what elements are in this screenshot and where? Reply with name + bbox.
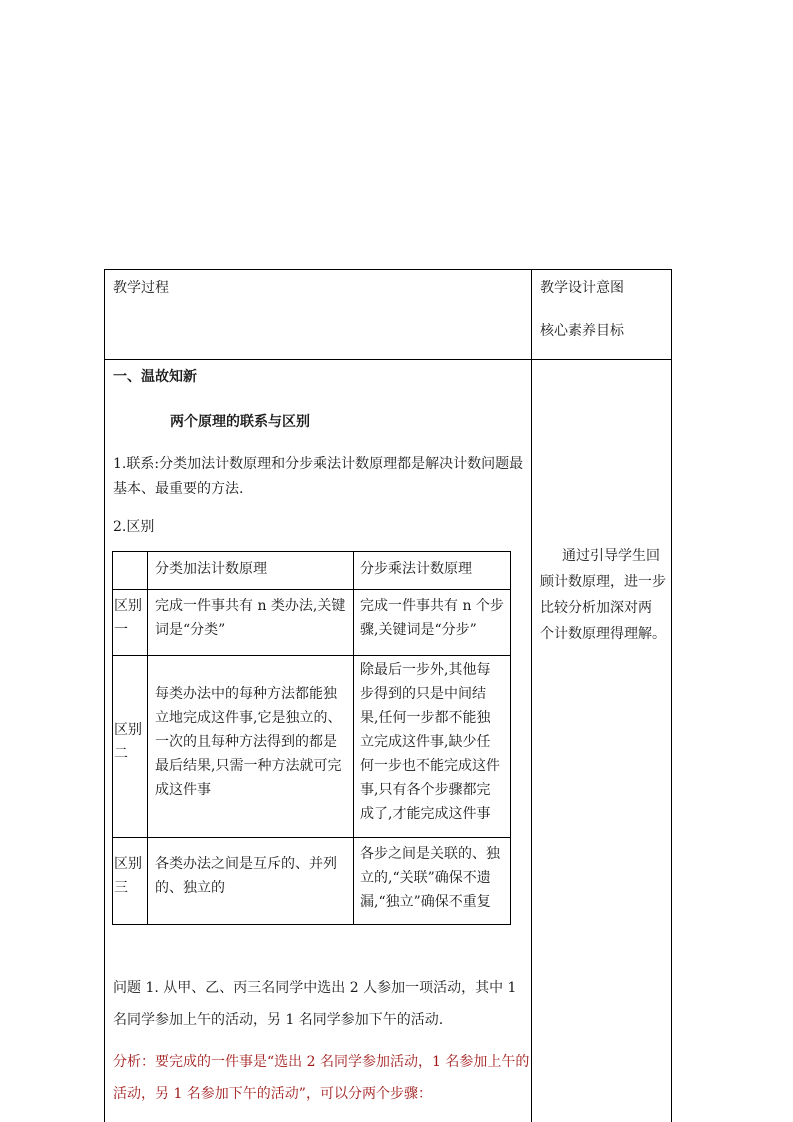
row1-multiplicative: 完成一件事共有 n 个步 骤,关键词是“分步” — [360, 598, 504, 638]
table-hline-3 — [112, 837, 511, 838]
table-col2-header: 分步乘法计数原理 — [360, 561, 472, 577]
row3-additive: 各类办法之间是互斥的、并列 的、独立的 — [155, 856, 337, 896]
header-teaching-process: 教学过程 — [113, 280, 169, 296]
analysis-line1: 分析：要完成的一件事是“选出 2 名同学参加活动，1 名参加上午的 — [113, 1054, 530, 1070]
point1-line1: 1.联系:分类加法计数原理和分步乘法计数原理都是解决计数问题最 — [113, 456, 524, 472]
header-row-divider — [104, 359, 672, 360]
section-subtitle: 两个原理的联系与区别 — [170, 414, 310, 430]
point2-label: 2.区别 — [113, 519, 155, 535]
section-title: 一、温故知新 — [113, 369, 197, 385]
row2-multiplicative: 除最后一步外,其他每 步得到的只是中间结 果,任何一步都不能独 立完成这件事,缺少任 何一步也不能完成这件 事,只有各个步骤都完 成了,才能完成这件事 — [360, 662, 500, 822]
table-hline-1 — [112, 589, 511, 590]
design-intent-text: 通过引导学生回 顾计数原理，进一步 比较分析加深对两 个计数原理得理解。 — [540, 548, 666, 642]
column-divider — [531, 269, 532, 1122]
row1-additive: 完成一件事共有 n 类办法,关键 词是“分类” — [155, 598, 346, 638]
row3-label: 区别 三 — [114, 856, 142, 896]
header-core-literacy: 核心素养目标 — [540, 323, 624, 339]
analysis-line2: 活动，另 1 名参加下午的活动”，可以分两个步骤： — [113, 1086, 432, 1102]
row2-additive: 每类办法中的每种方法都能独 立地完成这件事,它是独立的、 一次的且每种方法得到的都是 最后结果,只需一种方法就可完 成这件事 — [155, 686, 342, 798]
table-col1-header: 分类加法计数原理 — [155, 561, 267, 577]
problem-line2: 名同学参加上午的活动，另 1 名同学参加下午的活动. — [113, 1012, 444, 1028]
table-vline-1 — [147, 551, 148, 925]
table-hline-2 — [112, 655, 511, 656]
row1-label: 区别 一 — [114, 598, 142, 638]
table-vline-2 — [353, 551, 354, 925]
problem-line1: 问题 1. 从甲、乙、丙三名同学中选出 2 人参加一项活动，其中 1 — [113, 980, 517, 996]
header-design-intent: 教学设计意图 — [540, 280, 624, 296]
point1-line2: 基本、最重要的方法. — [113, 481, 244, 497]
row3-multiplicative: 各步之间是关联的、独 立的,“关联”确保不遗 漏,“独立”确保不重复 — [360, 846, 500, 910]
row2-label: 区别 二 — [114, 722, 142, 762]
